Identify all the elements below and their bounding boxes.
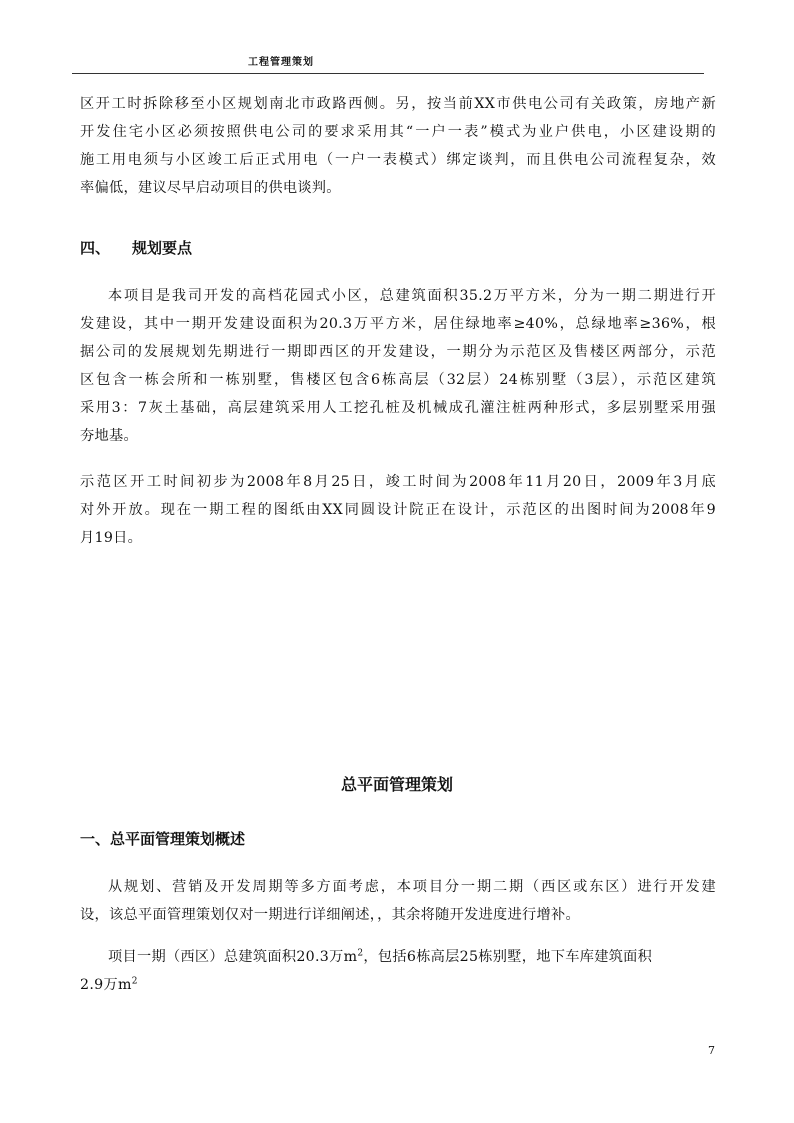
heading-overview: 一、总平面管理策划概述: [80, 830, 246, 848]
page-number: 7: [708, 1044, 715, 1057]
paragraph-overview: [80, 873, 716, 929]
text-line: [80, 971, 716, 999]
text-line: 区开工时拆除移至小区规划南北市政路西侧。另，按当前XX市供电公司有关政策，房地产新: [80, 96, 716, 112]
text-line: 开发住宅小区必须按照供电公司的要求采用其“一户一表”模式为业户供电，小区建设期的: [80, 124, 716, 140]
text-line: 示范区开工时间初步为2008年8月25日，竣工时间为2008年11月20日，2009年3月底: [80, 474, 716, 490]
paragraph-area: [80, 943, 716, 999]
text-line: 据公司的发展规划先期进行一期即西区的开发建设，一期分为示范区及售楼区两部分，示范: [80, 344, 716, 360]
text-line: 对外开放。现在一期工程的图纸由XX同圆设计院正在设计，示范区的出图时间为2008年9: [80, 502, 716, 518]
header-rule: [72, 73, 704, 74]
text-line: 施工用电须与小区竣工后正式用电（一户一表模式）绑定谈判，而且供电公司流程复杂，效: [80, 152, 716, 168]
superscript: 2: [131, 976, 138, 987]
heading-text: 规划要点: [132, 239, 193, 257]
text-line: [80, 943, 716, 971]
superscript: 2: [357, 948, 364, 959]
heading-number: 四、: [80, 239, 111, 257]
text-line: 夯地基。: [80, 428, 138, 444]
running-header-title: 工程管理策划: [248, 57, 314, 68]
paragraph-intro: [80, 90, 716, 202]
section-title: 总平面管理策划: [340, 775, 453, 794]
text-line: 从规划、营销及开发周期等多方面考虑，本项目分一期二期（西区或东区）进行开发建: [108, 879, 716, 895]
text-line: 月19日。: [80, 530, 143, 546]
text-line: 发建设，其中一期开发建设面积为20.3万平方米，居住绿地率≥40%，总绿地率≥36%，根: [80, 316, 716, 332]
text-line: 区包含一栋会所和一栋别墅，售楼区包含6栋高层（32层）24栋别墅（3层），示范区建筑: [80, 372, 716, 388]
text-line: 本项目是我司开发的高档花园式小区，总建筑面积35.2万平方米，分为一期二期进行开: [108, 288, 716, 304]
text-line: 采用3：7灰土基础，高层建筑采用人工挖孔桩及机械成孔灌注桩两种形式，多层别墅采用强: [80, 400, 716, 416]
area-text-b: ，包括6栋高层25栋别墅，地下车库建筑面积: [363, 949, 653, 965]
text-line: 率偏低，建议尽早启动项目的供电谈判。: [80, 180, 341, 196]
text-line: 设，该总平面管理策划仅对一期进行详细阐述，，其余将随开发进度进行增补。: [80, 907, 580, 923]
paragraph-plan: [80, 282, 716, 450]
area-text-a: 项目一期（西区）总建筑面积20.3万m: [108, 949, 358, 965]
heading-planning-points: [80, 237, 192, 258]
area-text-c: 2.9万m: [80, 977, 132, 993]
paragraph-schedule: [80, 468, 716, 552]
